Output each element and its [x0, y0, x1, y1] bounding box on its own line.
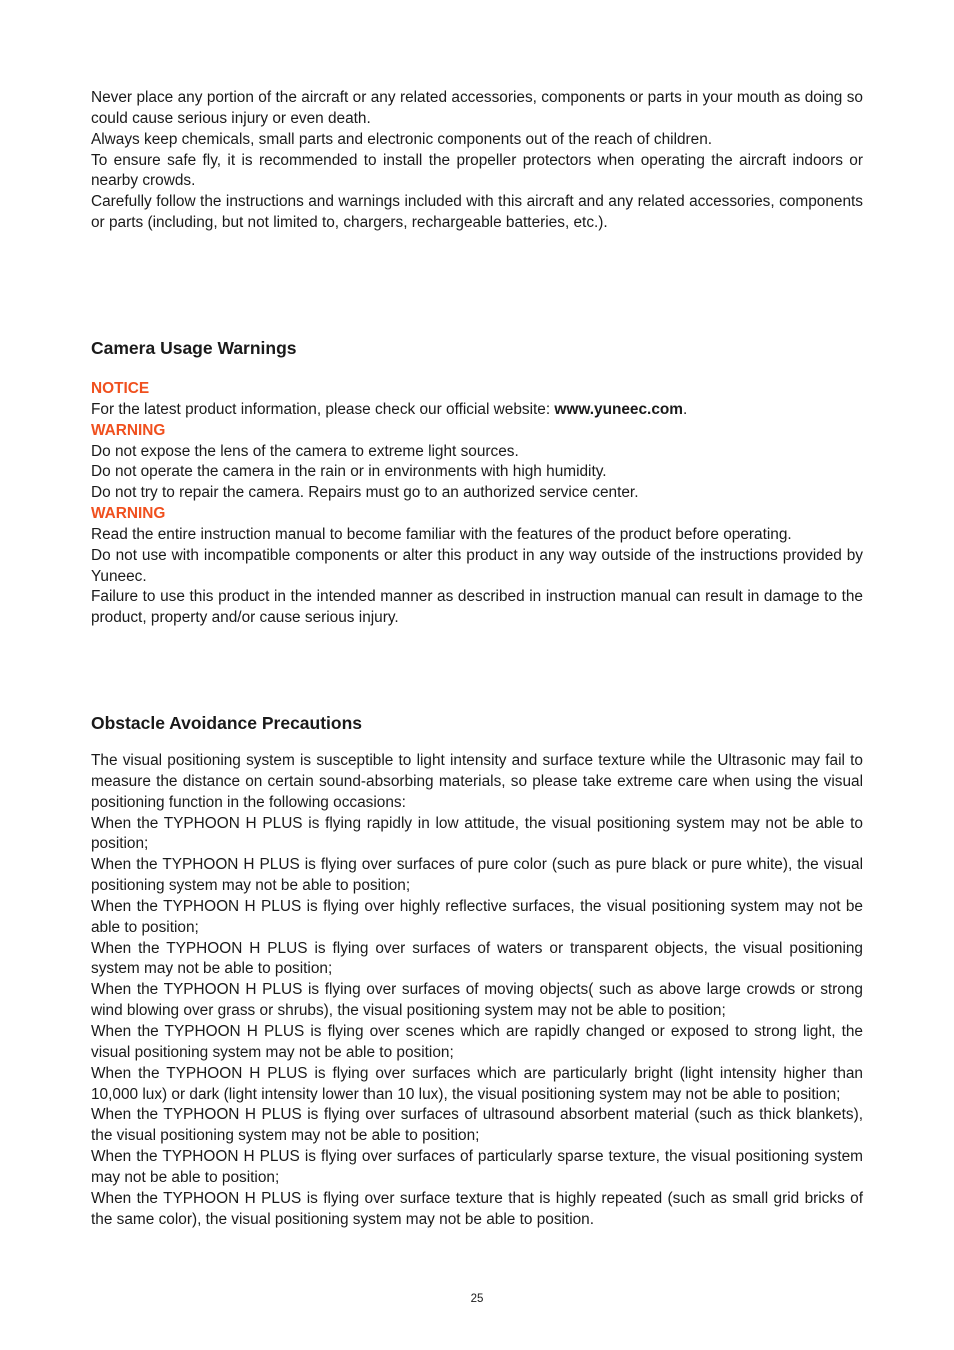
- notice-text-end: .: [682, 400, 688, 418]
- warning-item: Read the entire instruction manual to become familiar with the features of the product before operating.: [91, 525, 792, 543]
- obstacle-item: When the TYPHOON H PLUS is flying over surface texture that is highly repeated (such as small grid bricks of the same color), the visual positioning system may not be able to position.: [91, 1189, 863, 1228]
- intro-paragraph: Never place any portion of the aircraft or any related accessories, components or parts in your mouth as doing so could cause serious injury or even death.: [91, 89, 863, 127]
- warning-item: Do not expose the lens of the camera to extreme light sources.: [91, 442, 519, 460]
- obstacle-item: When the TYPHOON H PLUS is flying over scenes which are rapidly changed or exposed to strong light, the visual positioning system may not be able to position;: [91, 1022, 863, 1061]
- obstacle-item: When the TYPHOON H PLUS is flying over surfaces of ultrasound absorbent material (such as thick blankets), the visual positioning system may not be able to position;: [91, 1106, 863, 1145]
- obstacle-intro: The visual positioning system is susceptible to light intensity and surface texture while the Ultrasonic may fail to measure the distance on certain sound-absorbing materials, so please take extreme care when using the visual positioning function in the following occasions:: [91, 752, 863, 811]
- page-number: 25: [470, 1293, 484, 1305]
- intro-paragraph: To ensure safe fly, it is recommended to install the propeller protectors when operating the aircraft indoors or nearby crowds.: [91, 151, 863, 190]
- obstacle-precautions-heading: Obstacle Avoidance Precautions: [91, 713, 363, 733]
- warning-item: Do not try to repair the camera. Repairs must go to an authorized service center.: [91, 484, 639, 502]
- obstacle-item: When the TYPHOON H PLUS is flying rapidly in low attitude, the visual positioning system may not be able to position;: [91, 814, 863, 853]
- camera-warnings-heading: Camera Usage Warnings: [91, 338, 297, 358]
- notice-text-body: For the latest product information, please check our official website:: [91, 400, 555, 418]
- notice-label: NOTICE: [91, 380, 150, 397]
- intro-paragraph: Carefully follow the instructions and warnings included with this aircraft and any related accessories, components or parts (including, but not limited to, chargers, rechargeable batteries, etc.).: [91, 193, 863, 232]
- intro-section: [91, 88, 863, 234]
- obstacle-item: When the TYPHOON H PLUS is flying over surfaces of particularly sparse texture, the visual positioning system may not be able to position;: [91, 1148, 863, 1186]
- obstacle-item: When the TYPHOON H PLUS is flying over surfaces of pure color (such as pure black or pure white), the visual positioning system may not be able to position;: [91, 856, 863, 895]
- obstacle-item: When the TYPHOON H PLUS is flying over surfaces which are particularly bright (light intensity higher than 10,000 lux) or dark (light intensity lower than 10 lux), the visual positioning system may not be able to position;: [91, 1064, 863, 1103]
- warning-label: WARNING: [91, 421, 166, 439]
- obstacle-item: When the TYPHOON H PLUS is flying over surfaces of moving objects( such as above large crowds or strong wind blowing over grass or shrubs), the visual positioning system may not be able to position;: [91, 981, 863, 1020]
- warning-item: Do not operate the camera in the rain or in environments with high humidity.: [91, 463, 607, 481]
- website-link[interactable]: www.yuneec.com: [554, 400, 683, 418]
- warning-item: Failure to use this product in the intended manner as described in instruction manual can result in damage to the product, property and/or cause serious injury.: [91, 588, 863, 627]
- warning-label: WARNING: [91, 505, 166, 523]
- notice-text: [91, 400, 863, 421]
- obstacle-item: When the TYPHOON H PLUS is flying over highly reflective surfaces, the visual positioning system may not be able to position;: [91, 897, 863, 936]
- obstacle-precautions-section: [91, 712, 863, 1230]
- warning-item: Do not use with incompatible components or alter this product in any way outside of the instructions provided by Yuneec.: [91, 546, 863, 585]
- page-content: [91, 88, 863, 1228]
- intro-paragraph: Always keep chemicals, small parts and electronic components out of the reach of children.: [91, 130, 713, 148]
- camera-warnings-section: [91, 337, 863, 629]
- obstacle-item: When the TYPHOON H PLUS is flying over surfaces of waters or transparent objects, the visual positioning system may not be able to position;: [91, 939, 863, 978]
